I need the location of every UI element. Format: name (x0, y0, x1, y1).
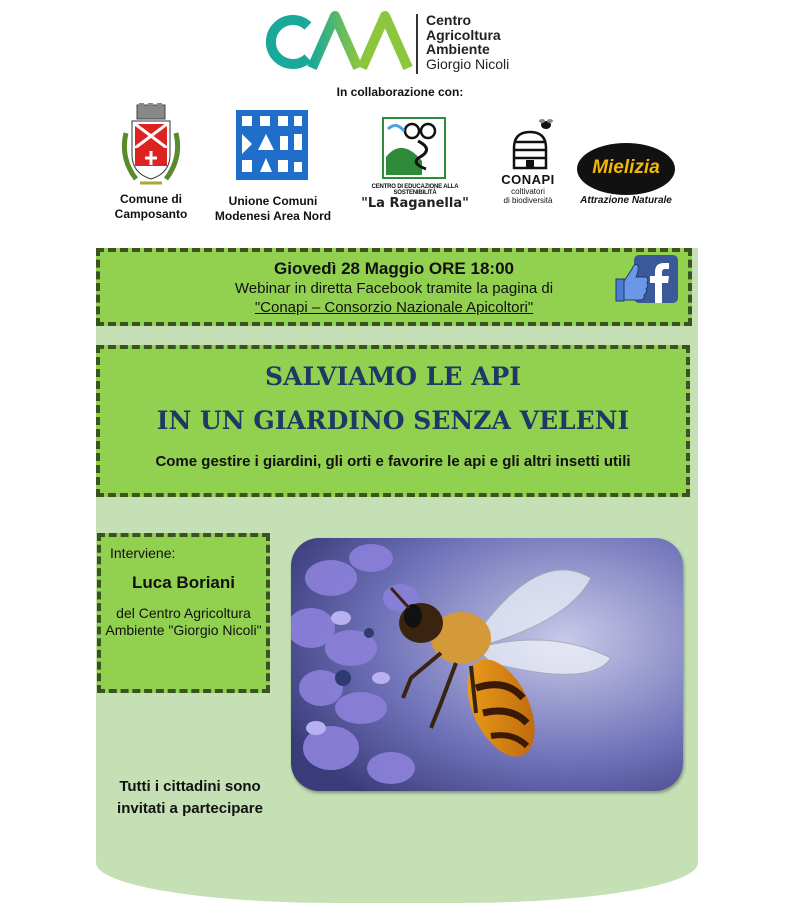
partner-line: CENTRO DI EDUCAZIONE ALLA SOSTENIBILITÀ (371, 184, 459, 196)
mielizia-wordmark: Mielizia (592, 157, 660, 178)
partner-line: Camposanto (114, 207, 188, 221)
beehive-icon (502, 118, 560, 172)
event-subtitle: Come gestire i giardini, gli orti e favorire le api e gli altri insetti utili (155, 453, 631, 470)
title-box (96, 345, 690, 497)
invite-text: Tutti i cittadini sono invitati a partecipare (117, 778, 263, 817)
event-description: Webinar in diretta Facebook tramite la pagina di (234, 280, 554, 297)
partner-line: "La Raganella" (361, 196, 469, 211)
event-title-line2: IN UN GIARDINO SENZA VELENI (156, 406, 630, 435)
logo-line: Ambiente (426, 41, 490, 57)
collab-label: In collaborazione con: (336, 85, 464, 99)
speaker-label: Interviene: (110, 545, 176, 561)
partner-line: Unione Comuni (228, 194, 318, 208)
partner-line: di biodiversità (503, 196, 553, 205)
mielizia-tagline: Attrazione Naturale (580, 195, 672, 206)
event-title-line1: SALVIAMO LE API (265, 362, 521, 391)
coat-of-arms-icon (118, 103, 184, 189)
facebook-like-icon[interactable] (614, 255, 678, 305)
event-date: Giovedì 28 Maggio ORE 18:00 (274, 259, 514, 278)
frog-logo-icon (382, 117, 446, 179)
facebook-page-link[interactable]: "Conapi – Consorzio Nazionale Apicoltori" (254, 299, 534, 316)
speaker-name: Luca Boriani (132, 573, 235, 592)
event-box (96, 248, 692, 326)
logo-text (426, 13, 509, 71)
partner-line: Modenesi Area Nord (214, 209, 332, 223)
partner-caption (200, 194, 346, 224)
partner-caption (103, 192, 199, 222)
union-emblem-icon (236, 110, 308, 180)
partner-caption (360, 184, 470, 211)
logo-divider (416, 14, 418, 74)
partner-line: CONAPI (501, 172, 555, 187)
speaker-box (97, 533, 270, 693)
caa-logo-icon (262, 10, 422, 74)
logo-line: Agricoltura (426, 26, 501, 43)
partner-line: coltivatori (511, 187, 545, 196)
partner-line: Comune di (120, 192, 182, 206)
partner-caption (488, 172, 568, 205)
logo-line: Centro (426, 12, 472, 28)
bee-photo (291, 538, 683, 791)
speaker-affiliation: del Centro Agricoltura Ambiente "Giorgio Nicoli" (105, 605, 262, 638)
logo-line: Giorgio Nicoli (426, 55, 510, 72)
